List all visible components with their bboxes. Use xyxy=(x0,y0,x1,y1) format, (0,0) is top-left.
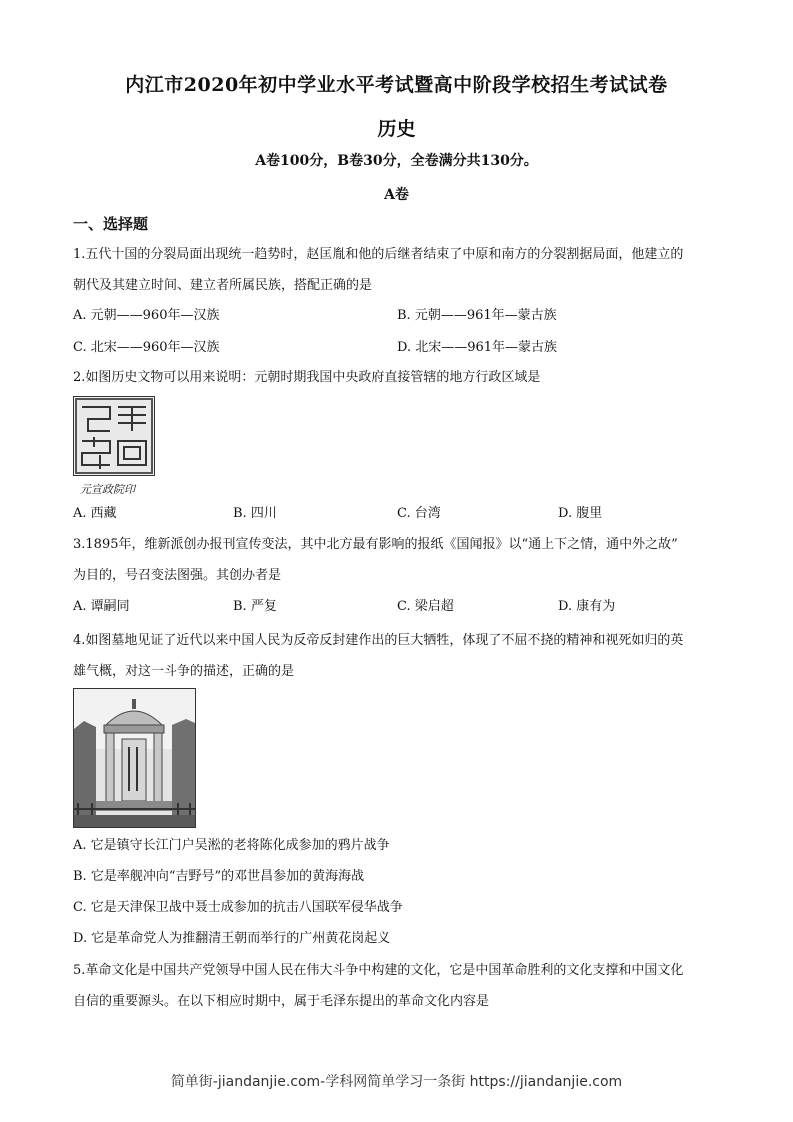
question-1-stem xyxy=(73,239,723,301)
question-3-option-a: A. 谭嗣同 xyxy=(73,599,130,614)
question-3-stem xyxy=(73,529,723,591)
question-4-option-c: C. 它是天津保卫战中聂士成参加的抗击八国联军侵华战争 xyxy=(73,900,403,915)
question-1-line-1: 1.五代十国的分裂局面出现统一趋势时，赵匡胤和他的后继者结束了中原和南方的分裂割据局面，他建立的 xyxy=(73,247,684,262)
question-3-option-c: C. 梁启超 xyxy=(397,599,454,614)
subject-title: 历史 xyxy=(377,118,416,140)
question-4-option-d: D. 它是革命党人为推翻清王朝而举行的广州黄花岗起义 xyxy=(73,931,391,946)
question-3-option-d: D. 康有为 xyxy=(558,599,616,614)
question-3-line-2: 为目的，号召变法图强。其创办者是 xyxy=(73,568,282,583)
question-2-stem xyxy=(73,362,723,393)
question-4-line-1: 4.如图墓地见证了近代以来中国人民为反帝反封建作出的巨大牺牲，体现了不屈不挠的精神和视死如归的英 xyxy=(73,633,684,648)
seal-image xyxy=(73,396,155,476)
question-3-line-1: 3.1895年，维新派创办报刊宣传变法，其中北方最有影响的报纸《国闻报》以“通上下之情，通中外之故” xyxy=(73,537,678,552)
question-5-stem xyxy=(73,955,723,1017)
question-5-line-1: 5.革命文化是中国共产党领导中国人民在伟大斗争中构建的文化，它是中国革命胜利的文化支撑和中国文化 xyxy=(73,963,684,978)
section-heading: 一、选择题 xyxy=(73,215,149,233)
question-2-option-c: C. 台湾 xyxy=(397,506,441,521)
footer-watermark: 简单街-jiandanjie.com-学科网简单学习一条街 https://jiandanjie.com xyxy=(170,1074,623,1090)
question-2-option-d: D. 腹里 xyxy=(558,506,603,521)
monument-icon xyxy=(74,689,195,827)
question-1-option-a: A. 元朝——960年—汉族 xyxy=(73,308,220,323)
question-3-option-b: B. 严复 xyxy=(233,599,277,614)
cemetery-photo xyxy=(73,688,196,828)
question-2-option-b: B. 四川 xyxy=(233,506,277,521)
seal-caption: 元宣政院印 xyxy=(80,483,135,496)
question-4-option-a: A. 它是镇守长江门户吴淞的老将陈化成参加的鸦片战争 xyxy=(73,838,390,853)
question-2-option-a: A. 西藏 xyxy=(73,506,117,521)
question-1-line-2: 朝代及其建立时间、建立者所属民族，搭配正确的是 xyxy=(73,278,373,293)
question-1-option-b: B. 元朝——961年—蒙古族 xyxy=(397,308,557,323)
paper-label: A卷 xyxy=(384,187,409,203)
question-1-option-d: D. 北宋——961年—蒙古族 xyxy=(397,340,558,355)
seal-pattern-icon xyxy=(74,397,154,475)
score-note: A卷100分，B卷30分，全卷满分共130分。 xyxy=(255,153,538,169)
question-5-line-2: 自信的重要源头。在以下相应时期中，属于毛泽东提出的革命文化内容是 xyxy=(73,994,490,1009)
question-2-line-1: 2.如图历史文物可以用来说明：元朝时期我国中央政府直接管辖的地方行政区域是 xyxy=(73,370,541,385)
question-4-stem xyxy=(73,625,723,687)
question-1-option-c: C. 北宋——960年—汉族 xyxy=(73,340,220,355)
exam-title: 内江市2020年初中学业水平考试暨高中阶段学校招生考试试卷 xyxy=(125,74,668,96)
question-4-line-2: 雄气概，对这一斗争的描述，正确的是 xyxy=(73,664,295,679)
question-4-option-b: B. 它是率舰冲向“吉野号”的邓世昌参加的黄海海战 xyxy=(73,869,365,884)
